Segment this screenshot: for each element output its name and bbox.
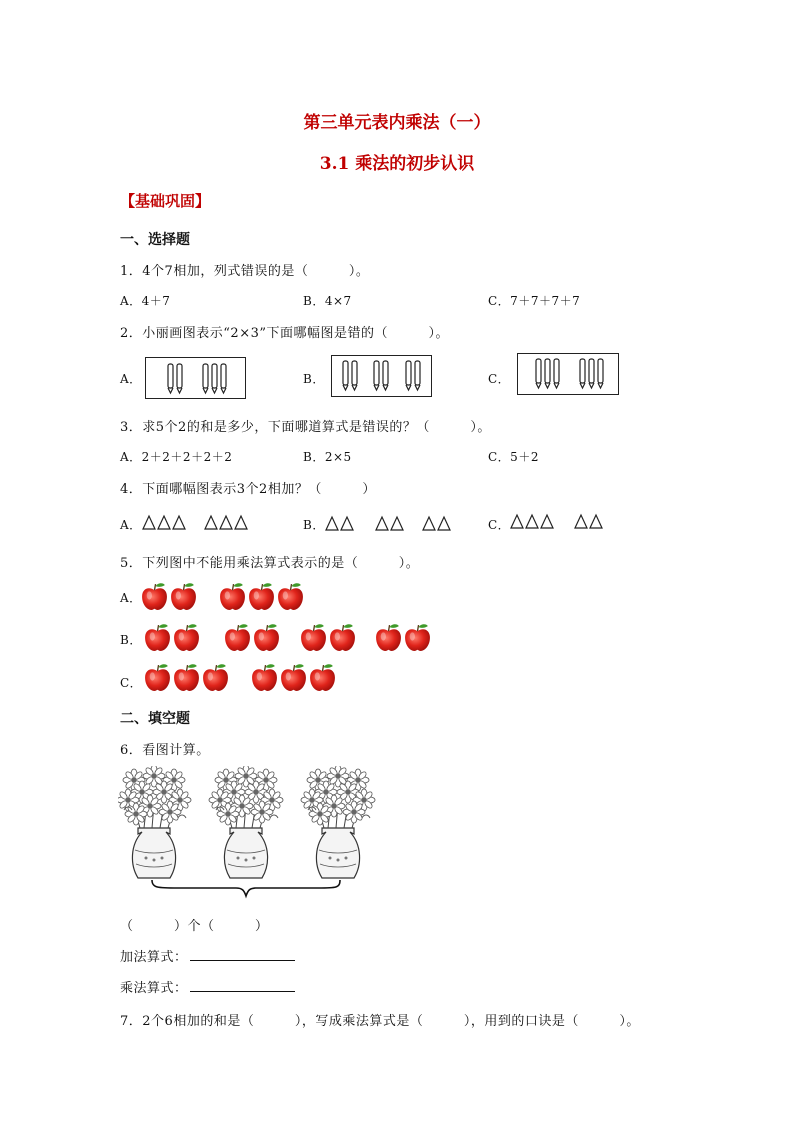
addition-label: 加法算式： [120, 950, 188, 965]
pencil-groups-image [332, 356, 430, 395]
q2-pencils-figure-b [331, 355, 432, 397]
q6-multiplication-row [120, 977, 295, 996]
q4-triangles-c [509, 512, 609, 530]
section-tag: 【基础巩固】 [120, 192, 211, 210]
question-4: 4．下面哪幅图表示3个2相加？（ ） [120, 482, 376, 497]
q5-option-c[interactable]: C． [120, 676, 143, 690]
q3-option-a[interactable]: A．2＋2＋2＋2＋2 [120, 450, 233, 464]
q5-option-a[interactable]: A． [120, 591, 142, 605]
q6-count-line[interactable]: （ ）个（ ） [120, 919, 269, 934]
q2-option-b[interactable]: B． [303, 372, 325, 386]
q3-option-c[interactable]: C．5＋2 [488, 450, 539, 464]
question-3: 3．求5个2的和是多少，下面哪道算式是错误的？（ ）。 [120, 420, 491, 435]
pencil-groups-image [146, 358, 244, 397]
section-heading-choice: 一、选择题 [120, 232, 190, 248]
q5-apples-b [144, 621, 436, 653]
q5-apples-c [144, 661, 344, 693]
q1-option-a[interactable]: A．4＋7 [120, 294, 171, 308]
q4-triangles-b [324, 514, 454, 532]
unit-title: 第三单元表内乘法（一） [303, 113, 491, 133]
q4-triangles-a [141, 513, 253, 531]
lesson-title: 3.1 乘法的初步认识 [319, 154, 475, 174]
q2-option-c[interactable]: C． [488, 372, 511, 386]
q4-option-c[interactable]: C． [488, 518, 511, 532]
q2-pencils-figure-a [145, 357, 246, 399]
q4-option-a[interactable]: A． [120, 518, 142, 532]
question-1: 1．4个7相加，列式错误的是（ ）。 [120, 264, 370, 279]
q2-pencils-figure-c [517, 353, 619, 395]
question-7: 7．2个6相加的和是（ ），写成乘法算式是（ ），用到的口诀是（ ）。 [120, 1014, 640, 1029]
question-6: 6．看图计算。 [120, 743, 210, 758]
multiplication-label: 乘法算式： [120, 981, 188, 996]
question-5: 5．下列图中不能用乘法算式表示的是（ ）。 [120, 556, 420, 571]
q2-option-a[interactable]: A． [120, 372, 142, 386]
section-heading-fill: 二、填空题 [120, 711, 190, 727]
q5-apples-a [141, 580, 311, 612]
multiplication-answer-blank[interactable] [190, 979, 295, 992]
q5-option-b[interactable]: B． [120, 633, 142, 647]
q1-option-c[interactable]: C．7＋7＋7＋7 [488, 294, 581, 308]
q6-addition-row [120, 946, 295, 965]
q1-option-b[interactable]: B．4×7 [303, 294, 352, 308]
pencil-groups-image [518, 354, 617, 393]
q4-option-b[interactable]: B． [303, 518, 325, 532]
flower-vases-figure [118, 766, 380, 902]
question-2: 2．小丽画图表示“2×3”下面哪幅图是错的（ ）。 [120, 326, 449, 341]
addition-answer-blank[interactable] [190, 948, 295, 961]
q3-option-b[interactable]: B．2×5 [303, 450, 352, 464]
